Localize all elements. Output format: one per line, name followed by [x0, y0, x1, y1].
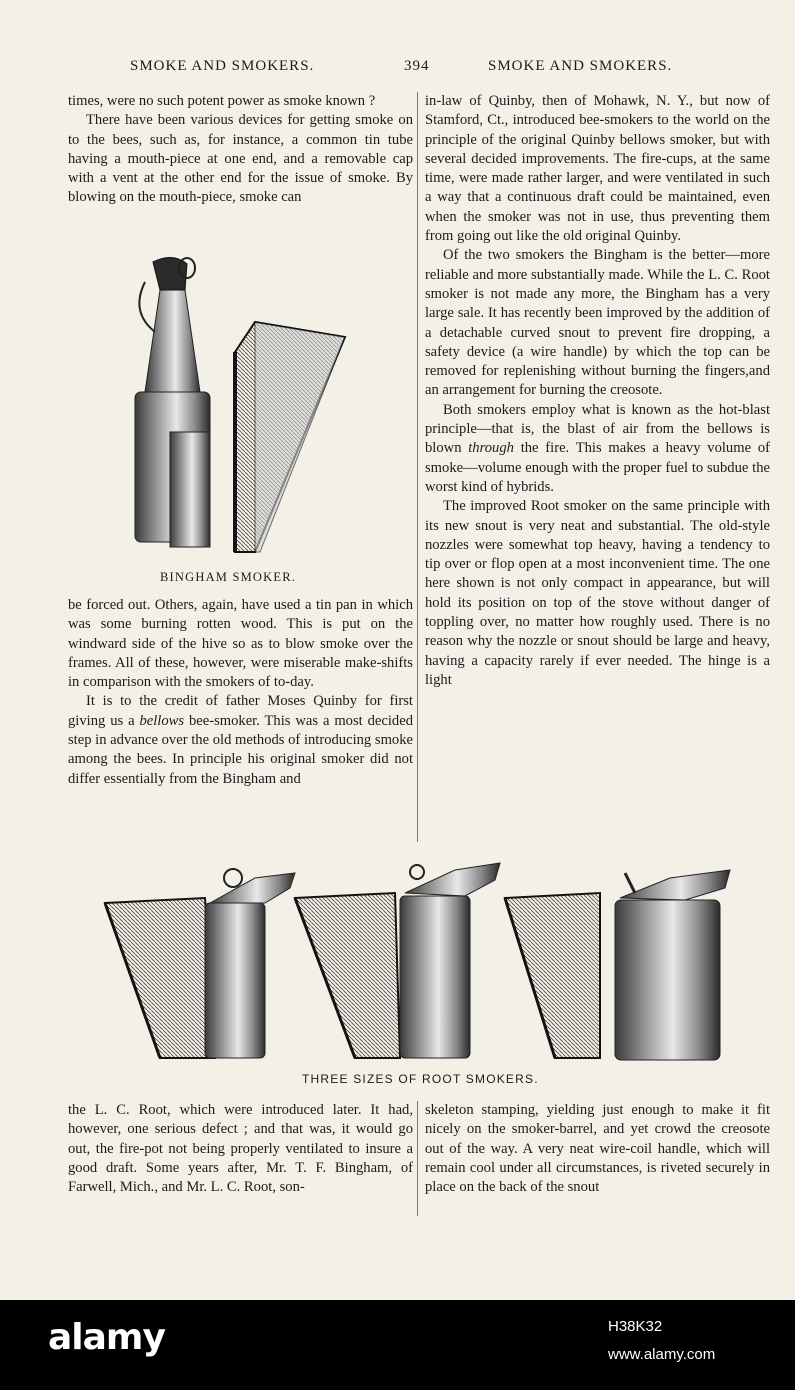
paragraph-hot-blast: [425, 401, 770, 497]
figure-caption-root: THREE SIZES OF ROOT SMOKERS.: [302, 1072, 539, 1086]
paragraph: in-law of Quinby, then of Mohawk, N. Y., but now of Stamford, Ct., introduced bee-smokers to the world on the principle of the original Quinby bellows smoker, but with several decided improvements. The fire-cups, at the same time, were made rather larger, and were ventilated in such a way that a continuous draft could be maintained, even when the smoker was not in use, thus preventing them from going out like the old original Quinby.: [425, 93, 770, 245]
alamy-logo: alamy: [48, 1317, 165, 1358]
text-run: the fire. This makes a heavy volume of smoke—volume enough with the proper fuel to subdue the worst kind of hybrids.: [425, 440, 770, 495]
paragraph: The improved Root smoker on the same principle with its new snout is very neat and substantial. The old-style nozzles were somewhat top heavy, having a tendency to tip over or flop open at a most inconvenient time. The one here shown is not only compact in appearance, but will hold its position on top of the stove without danger of toppling over, no matter how roughly used. There is no reason why the nozzle or snout should be large and heavy, having a capacity rarely if ever needed. The hinge is a light: [425, 498, 770, 688]
text-run: Both smokers employ what is known as the hot-blast principle—that is, the blast of air from the bellows is blown: [425, 401, 770, 457]
paragraph: Of the two smokers the Bingham is the better—more reliable and more substantially made. While the L. C. Root smoker is not made any more, the Bingham has a very large sale. It has recently been improved by the addition of a detachable curved snout to prevent fire dropping, a safety device (a wire handle) by which the top can be removed for replenishing without burning the fingers,and an arrangement for burning the creosote.: [425, 247, 770, 399]
column-left-middle: [68, 596, 413, 789]
root-smoker-small-icon: [105, 869, 295, 1058]
paragraph: skeleton stamping, yielding just enough to make it fit nicely on the smoker-barrel, and yet crowd the creosote out of the way. A very neat wire-coil handle, which will remain cool under all circumstances, is riveted securely in place on the back of the snout: [425, 1102, 770, 1196]
root-smoker-medium-icon: [295, 863, 500, 1058]
column-left-bottom: [68, 1101, 413, 1197]
text-run: It is to the credit of father Moses Quinby for first giving us a: [68, 693, 413, 729]
running-head-right: SMOKE AND SMOKERS.: [488, 58, 673, 74]
paragraph-quinby: [68, 692, 413, 788]
paragraph: be forced out. Others, again, have used a tin pan in which was some burning rotten wood. This is put on the windward side of the hive so as to blow smoke over the frames. All of these, however, were miserable make-shifts in comparison with the smokers of to-day.: [68, 597, 413, 691]
column-right-top: [425, 92, 770, 690]
root-smokers-illustration-icon: [95, 858, 745, 1068]
paragraph: There have been various devices for getting smoke on to the bees, such as, for instance, a common tin tube having a mouth-piece at one end, and a removable cap with a vent at the other end for the issue of smoke. By blowing on the mouth-piece, smoke can: [68, 112, 413, 206]
paragraph: times, were no such potent power as smoke known ?: [68, 93, 376, 109]
italic-term: through: [468, 440, 514, 457]
root-smoker-large-icon: [505, 870, 730, 1060]
stock-footer-bar: [0, 1300, 795, 1390]
column-right-bottom: [425, 1101, 770, 1197]
column-rule-top: [417, 92, 418, 842]
image-id: H38K32: [608, 1318, 663, 1335]
bingham-smoker-illustration-icon: [125, 252, 355, 562]
page-number: 394: [404, 58, 430, 74]
italic-term: bellows: [139, 712, 185, 729]
figure-caption-bingham: BINGHAM SMOKER.: [160, 570, 297, 584]
running-head-left: SMOKE AND SMOKERS.: [130, 58, 315, 74]
column-rule-bottom: [417, 1101, 418, 1216]
stock-site-url[interactable]: www.alamy.com: [608, 1346, 716, 1363]
paragraph: the L. C. Root, which were introduced later. It had, however, one serious defect ; and that was, it would go out, the fire-pot not being properly ventilated to insure a good draft. Some years after, Mr. T. F. Bingham, of Farwell, Mich., and Mr. L. C. Root, son-: [68, 1102, 413, 1196]
text-run: bee-smoker. This was a most decided step in advance over the old methods of introducing smoke among the bees. In principle his original smoker did not differ essentially from the Bingham and: [68, 712, 413, 787]
column-left-top: [68, 92, 413, 208]
